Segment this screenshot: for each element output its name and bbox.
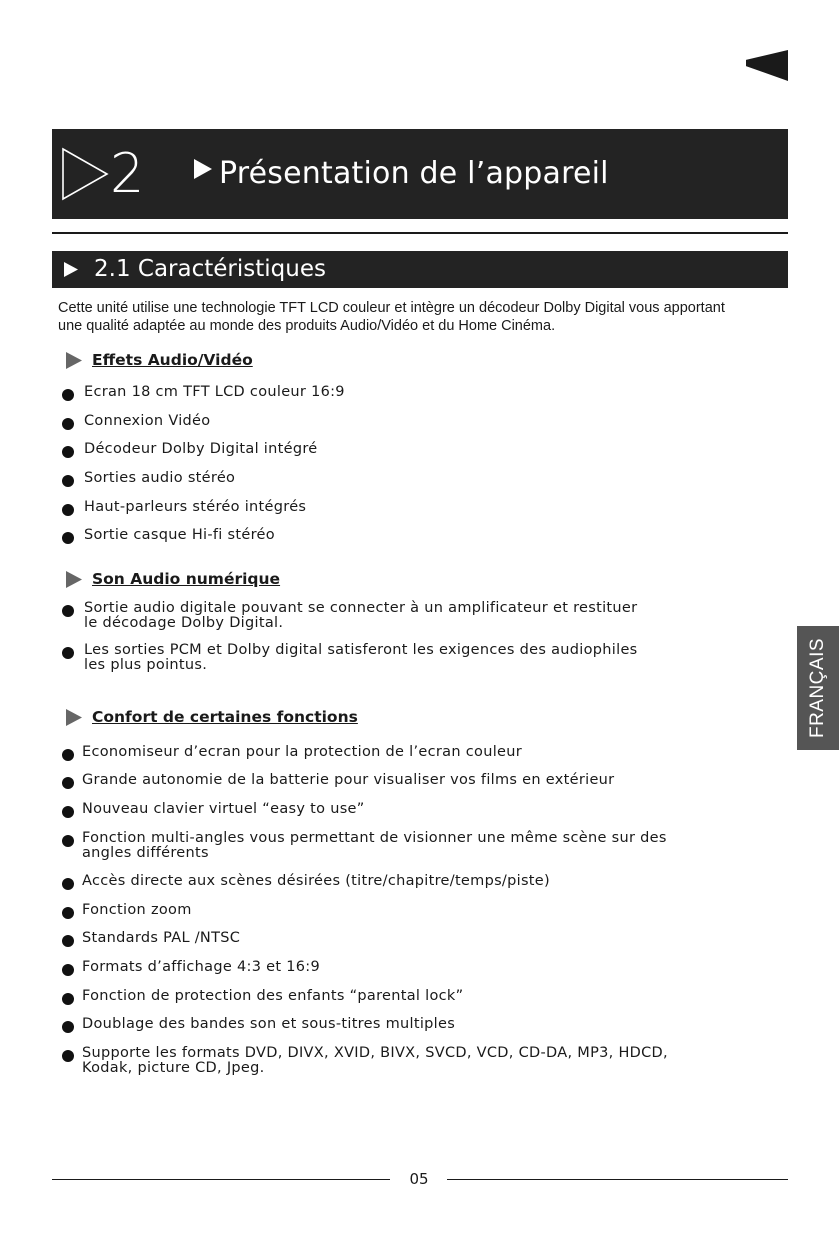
header-divider xyxy=(52,232,788,234)
list-item-text: Les sorties PCM et Dolby digital satisferont les exigences des audiophiles les plus pointus. xyxy=(84,642,638,673)
footer-rule-left xyxy=(52,1179,390,1180)
triangle-bullet-icon xyxy=(66,709,82,726)
bullet-dot-icon xyxy=(62,475,74,487)
language-side-tab xyxy=(797,626,839,750)
language-label: FRANÇAIS xyxy=(807,637,828,739)
list-item-text: Haut-parleurs stéréo intégrés xyxy=(84,499,307,515)
bullet-dot-icon xyxy=(62,532,74,544)
bullet-dot-icon xyxy=(62,835,74,847)
list-item-text: Fonction de protection des enfants “parental lock” xyxy=(82,988,464,1004)
bullet-dot-icon xyxy=(62,993,74,1005)
list-item-text: Ecran 18 cm TFT LCD couleur 16:9 xyxy=(84,384,345,400)
bullet-dot-icon xyxy=(62,907,74,919)
list-item-text: Doublage des bandes son et sous-titres multiples xyxy=(82,1016,456,1032)
list-item-text: Fonction multi-angles vous permettant de visionner une même scène sur des angles différents xyxy=(82,830,667,861)
corner-tab-marker xyxy=(746,50,788,81)
bullet-dot-icon xyxy=(62,446,74,458)
bullet-dot-icon xyxy=(62,935,74,947)
bullet-dot-icon xyxy=(62,504,74,516)
bullet-dot-icon xyxy=(62,1021,74,1033)
list-item-text: Nouveau clavier virtuel “easy to use” xyxy=(82,801,365,817)
chapter-title: Présentation de l’appareil xyxy=(219,156,609,191)
chapter-banner xyxy=(52,129,788,219)
bullet-dot-icon xyxy=(62,878,74,890)
section-title: 2.1 Caractéristiques xyxy=(94,256,326,282)
footer-rule-right xyxy=(447,1179,788,1180)
play-arrow-icon xyxy=(194,159,212,179)
bullet-dot-icon xyxy=(62,389,74,401)
subheading-label: Confort de certaines fonctions xyxy=(92,708,358,726)
chapter-number: 2 xyxy=(110,142,145,205)
intro-paragraph: Cette unité utilise une technologie TFT LCD couleur et intègre un décodeur Dolby Digital vous apportant une qualité adaptée au monde des produits Audio/Vidéo et du Home Cinéma. xyxy=(58,300,725,334)
list-item-text: Fonction zoom xyxy=(82,902,192,918)
list-item-text: Sortie casque Hi-fi stéréo xyxy=(84,527,275,543)
list-item-text: Décodeur Dolby Digital intégré xyxy=(84,441,318,457)
list-item-text: Economiseur d’ecran pour la protection de l’ecran couleur xyxy=(82,744,522,760)
list-item-text: Sorties audio stéréo xyxy=(84,470,236,486)
list-item-text: Connexion Vidéo xyxy=(84,413,211,429)
bullet-dot-icon xyxy=(62,806,74,818)
list-item-text: Accès directe aux scènes désirées (titre/chapitre/temps/piste) xyxy=(82,873,550,889)
bullet-dot-icon xyxy=(62,1050,74,1062)
list-item-text: Standards PAL /NTSC xyxy=(82,930,241,946)
bullet-dot-icon xyxy=(62,418,74,430)
list-item-text: Sortie audio digitale pouvant se connecter à un amplificateur et restituer le décodage Dolby Digital. xyxy=(84,600,638,631)
chapter-outline-triangle-icon xyxy=(60,146,110,202)
section-bar xyxy=(52,251,788,288)
bullet-dot-icon xyxy=(62,605,74,617)
triangle-bullet-icon xyxy=(66,571,82,588)
play-arrow-icon xyxy=(64,262,78,277)
bullet-dot-icon xyxy=(62,777,74,789)
subheading-label: Son Audio numérique xyxy=(92,570,281,588)
subheading-label: Effets Audio/Vidéo xyxy=(92,351,253,369)
list-item-text: Supporte les formats DVD, DIVX, XVID, BIVX, SVCD, VCD, CD-DA, MP3, HDCD, Kodak, picture CD, Jpeg. xyxy=(82,1045,668,1076)
bullet-dot-icon xyxy=(62,964,74,976)
triangle-bullet-icon xyxy=(66,352,82,369)
list-item-text: Formats d’affichage 4:3 et 16:9 xyxy=(82,959,321,975)
bullet-dot-icon xyxy=(62,749,74,761)
bullet-dot-icon xyxy=(62,647,74,659)
list-item-text: Grande autonomie de la batterie pour visualiser vos films en extérieur xyxy=(82,772,615,788)
page-number: 05 xyxy=(409,1170,429,1188)
